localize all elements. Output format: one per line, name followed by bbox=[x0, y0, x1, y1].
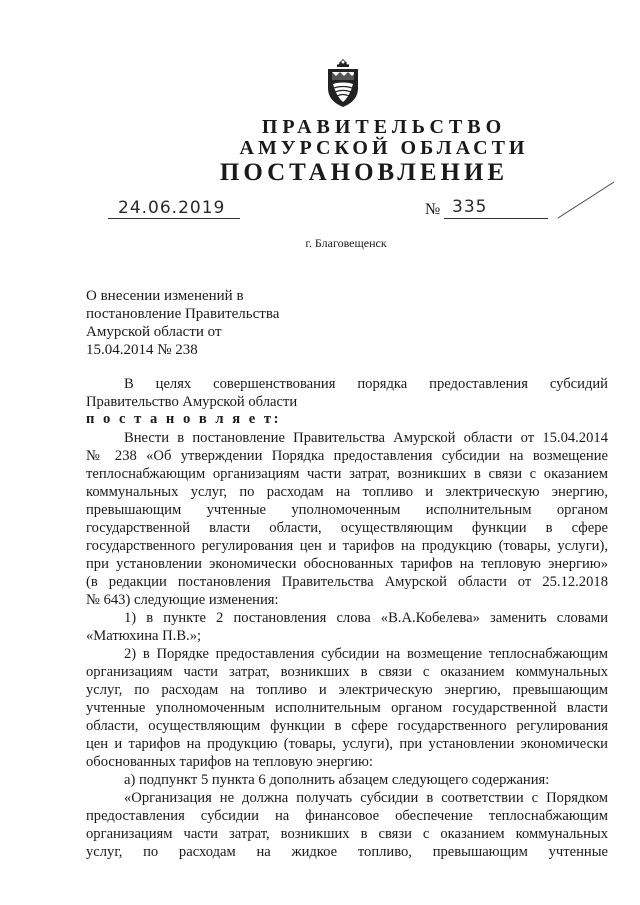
document-date: 24.06.2019 bbox=[118, 198, 226, 218]
body-line: при установлении экономически обоснованных тарифов на тепловую энергию» bbox=[86, 556, 608, 572]
body-line: коммунальных услуг, по расходам на топливо и электрическую энергию, bbox=[86, 484, 608, 500]
body-line: № 643) следующие изменения: bbox=[86, 592, 279, 608]
document-type-heading: ПОСТАНОВЛЕНИЕ bbox=[219, 159, 509, 186]
body-line: Внести в постановление Правительства Амурской области от 15.04.2014 bbox=[124, 430, 608, 446]
body-line: В целях совершенствования порядка предоставления субсидий bbox=[124, 376, 608, 392]
title-line: Амурской области от bbox=[86, 324, 222, 340]
body-line: теплоснабжающим организациям части затрат, возникших в связи с оказанием bbox=[86, 466, 608, 482]
body-line: 1) в пункте 2 постановления слова «В.А.Кобелева» заменить словами bbox=[124, 610, 608, 626]
body-line: 2) в Порядке предоставления субсидии на возмещение теплоснабжающим bbox=[124, 646, 608, 662]
body-line: организациям части затрат, возникших в связи с оказанием коммунальных bbox=[86, 664, 608, 680]
organization-name-line-1: ПРАВИТЕЛЬСТВО bbox=[261, 116, 507, 138]
body-line: государственной власти области, осуществляющим функции в сфере bbox=[86, 520, 608, 536]
body-line: превышающим учтенные уполномоченным исполнительным органом bbox=[86, 502, 608, 518]
body-line: организациям части затрат, возникших в связи с оказанием коммунальных bbox=[86, 826, 608, 842]
coat-of-arms-emblem bbox=[324, 58, 362, 108]
body-line: (в редакции постановления Правительства Амурской области от 25.12.2018 bbox=[86, 574, 608, 590]
body-line: «Матюхина П.В.»; bbox=[86, 628, 202, 644]
number-label: № bbox=[425, 201, 441, 218]
body-line: цен и тарифов на продукцию (товары, услуги), при установлении экономически bbox=[86, 736, 608, 752]
decree-word: п о с т а н о в л я е т: bbox=[86, 411, 281, 427]
title-line: постановление Правительства bbox=[86, 306, 280, 322]
body-line: № 238 «Об утверждении Порядка предоставления субсидии на возмещение bbox=[86, 448, 608, 464]
body-line: обоснованных тарифов на тепловую энергию: bbox=[86, 754, 373, 770]
body-line: а) подпункт 5 пункта 6 дополнить абзацем следующего содержания: bbox=[124, 772, 550, 788]
title-line: 15.04.2014 № 238 bbox=[86, 342, 198, 358]
number-underline bbox=[444, 218, 548, 219]
body-line: области, осуществляющим функции в сфере государственного регулирования bbox=[86, 718, 608, 734]
pen-stroke-mark bbox=[556, 180, 616, 220]
document-number: 335 bbox=[452, 197, 488, 217]
body-line: государственного регулирования цен и тарифов на продукцию (товары, услуги), bbox=[86, 538, 608, 554]
body-line: Правительство Амурской области bbox=[86, 394, 298, 410]
body-line: предоставления субсидии на финансовое обеспечение теплоснабжающим bbox=[86, 808, 608, 824]
body-line: услуг, по расходам на топливо и электрическую энергию, превышающим bbox=[86, 682, 608, 698]
title-line: О внесении изменений в bbox=[86, 288, 244, 304]
body-line: учтенные уполномоченным исполнительным органом государственной власти bbox=[86, 700, 608, 716]
city-name: г. Благовещенск bbox=[305, 236, 387, 250]
body-line: «Организация не должна получать субсидии в соответствии с Порядком bbox=[124, 790, 608, 806]
date-underline bbox=[108, 218, 240, 219]
organization-name-line-2: АМУРСКОЙ ОБЛАСТИ bbox=[239, 137, 529, 159]
body-line: услуг, по расходам на жидкое топливо, превышающим учтенные bbox=[86, 844, 608, 860]
